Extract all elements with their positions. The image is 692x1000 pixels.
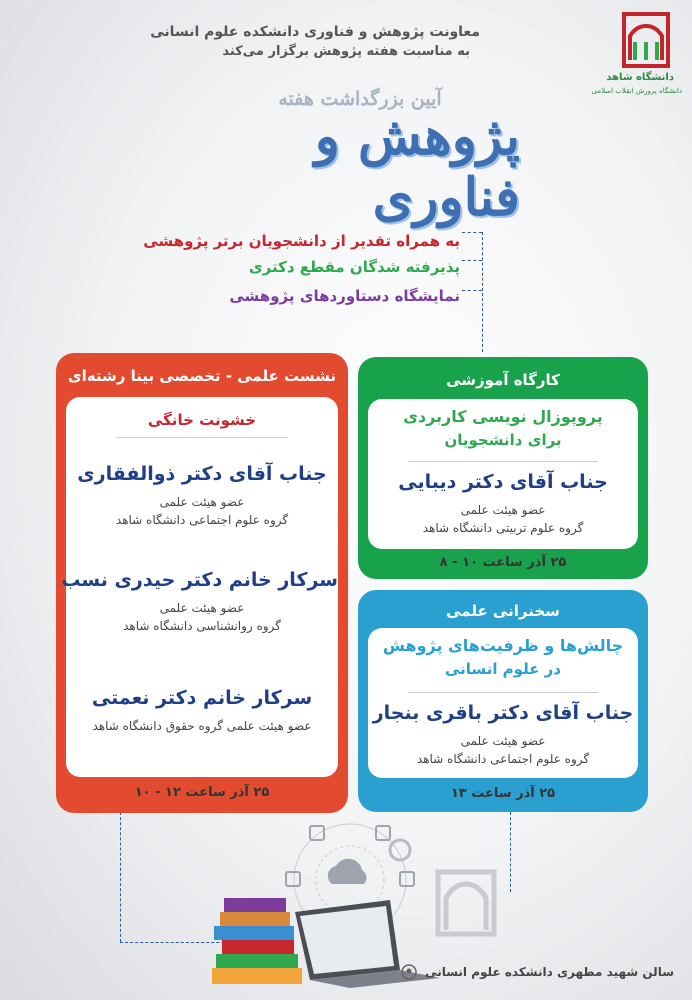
seminar-speaker-1-name: جناب آقای دکتر ذوالفقاری [77, 463, 327, 485]
seminar-card [56, 353, 348, 813]
lecture-card [358, 590, 648, 812]
seminar-speaker-1-dept: گروه علوم اجتماعی دانشگاه شاهد [115, 513, 289, 527]
seminar-speaker-3-role: عضو هیئت علمی گروه حقوق دانشگاه شاهد [92, 719, 312, 733]
connector-line [462, 260, 482, 261]
lecture-topic-line-2: در علوم انسانی [444, 660, 562, 678]
lecture-speaker-role: عضو هیئت علمی [460, 734, 546, 748]
hero-calligraphy [190, 106, 520, 228]
connector-line [462, 232, 482, 233]
divider [408, 461, 598, 462]
highlight-top-students: به همراه تقدیر از دانشجویان برتر پژوهشی [143, 232, 460, 250]
workshop-speaker-dept: گروه علوم تربیتی دانشگاه شاهد [422, 521, 584, 535]
ceremony-title: آیین بزرگداشت هفته [278, 88, 442, 110]
logo-text-primary: دانشگاه شاهد [606, 72, 674, 83]
seminar-speaker-1-role: عضو هیئت علمی [159, 495, 245, 509]
connector-line [120, 812, 121, 942]
lecture-title: سخنرانی علمی [446, 602, 560, 620]
seminar-speaker-2-dept: گروه روانشناسی دانشگاه شاهد [123, 619, 281, 633]
lecture-time: ۲۵ آذر ساعت ۱۳ [450, 786, 556, 801]
seminar-title: نشست علمی - تخصصی بینا رشته‌ای [67, 367, 337, 385]
workshop-speaker-name: جناب آقای دکتر دیبایی [398, 471, 608, 493]
hero-title: پژوهش و فناوری [314, 106, 520, 228]
seminar-speaker-2-role: عضو هیئت علمی [159, 601, 245, 615]
location-pin-icon [401, 964, 417, 980]
highlight-phd-admits: پذیرفته شدگان مقطع دکتری [248, 258, 460, 276]
workshop-title: کارگاه آموزشی [446, 371, 560, 389]
organizer-line: معاونت پژوهش و فناوری دانشکده علوم انسانی [150, 24, 480, 40]
lecture-topic-line-1: چالش‌ها و ظرفیت‌های پژوهش [382, 636, 624, 655]
workshop-speaker-role: عضو هیئت علمی [460, 503, 546, 517]
logo-text-secondary: دانشگاه پرورش انقلاب اسلامی [591, 87, 682, 95]
seminar-topic: خشونت خانگی [147, 411, 257, 429]
workshop-card [358, 357, 648, 579]
lecture-speaker-dept: گروه علوم اجتماعی دانشگاه شاهد [416, 752, 590, 766]
seminar-panel [61, 397, 338, 777]
organizer-subline: به مناسبت هفته پژوهش برگزار می‌کند [222, 44, 470, 59]
university-logo [591, 12, 682, 107]
divider [116, 437, 288, 438]
seminar-speaker-3-name: سرکار خانم دکتر نعمتی [91, 687, 313, 709]
workshop-topic-line-1: پروپوزال نویسی کاربردی [403, 407, 603, 426]
divider [408, 692, 598, 693]
connector-line [510, 812, 511, 892]
venue-location [401, 965, 674, 979]
lecture-panel [368, 628, 638, 778]
highlight-exhibition: نمایشگاه دستاوردهای پژوهشی [229, 287, 460, 305]
lecture-speaker-name: جناب آقای دکتر باقری بنجار [372, 702, 634, 724]
workshop-time: ۲۵ آذر ساعت ۱۰ - ۸ [439, 555, 567, 570]
seminar-time: ۲۵ آذر ساعت ۱۲ - ۱۰ [134, 785, 270, 800]
connector-line [462, 290, 482, 291]
connector-line [482, 232, 483, 352]
campus-building-icon [432, 868, 500, 938]
seminar-speaker-2-name: سرکار خانم دکتر حیدری نسب [61, 569, 338, 591]
venue-text: سالن شهید مطهری دانشکده علوم انسانی [425, 965, 674, 979]
workshop-topic-line-2: برای دانشجویان [444, 431, 562, 449]
workshop-panel [368, 399, 638, 549]
